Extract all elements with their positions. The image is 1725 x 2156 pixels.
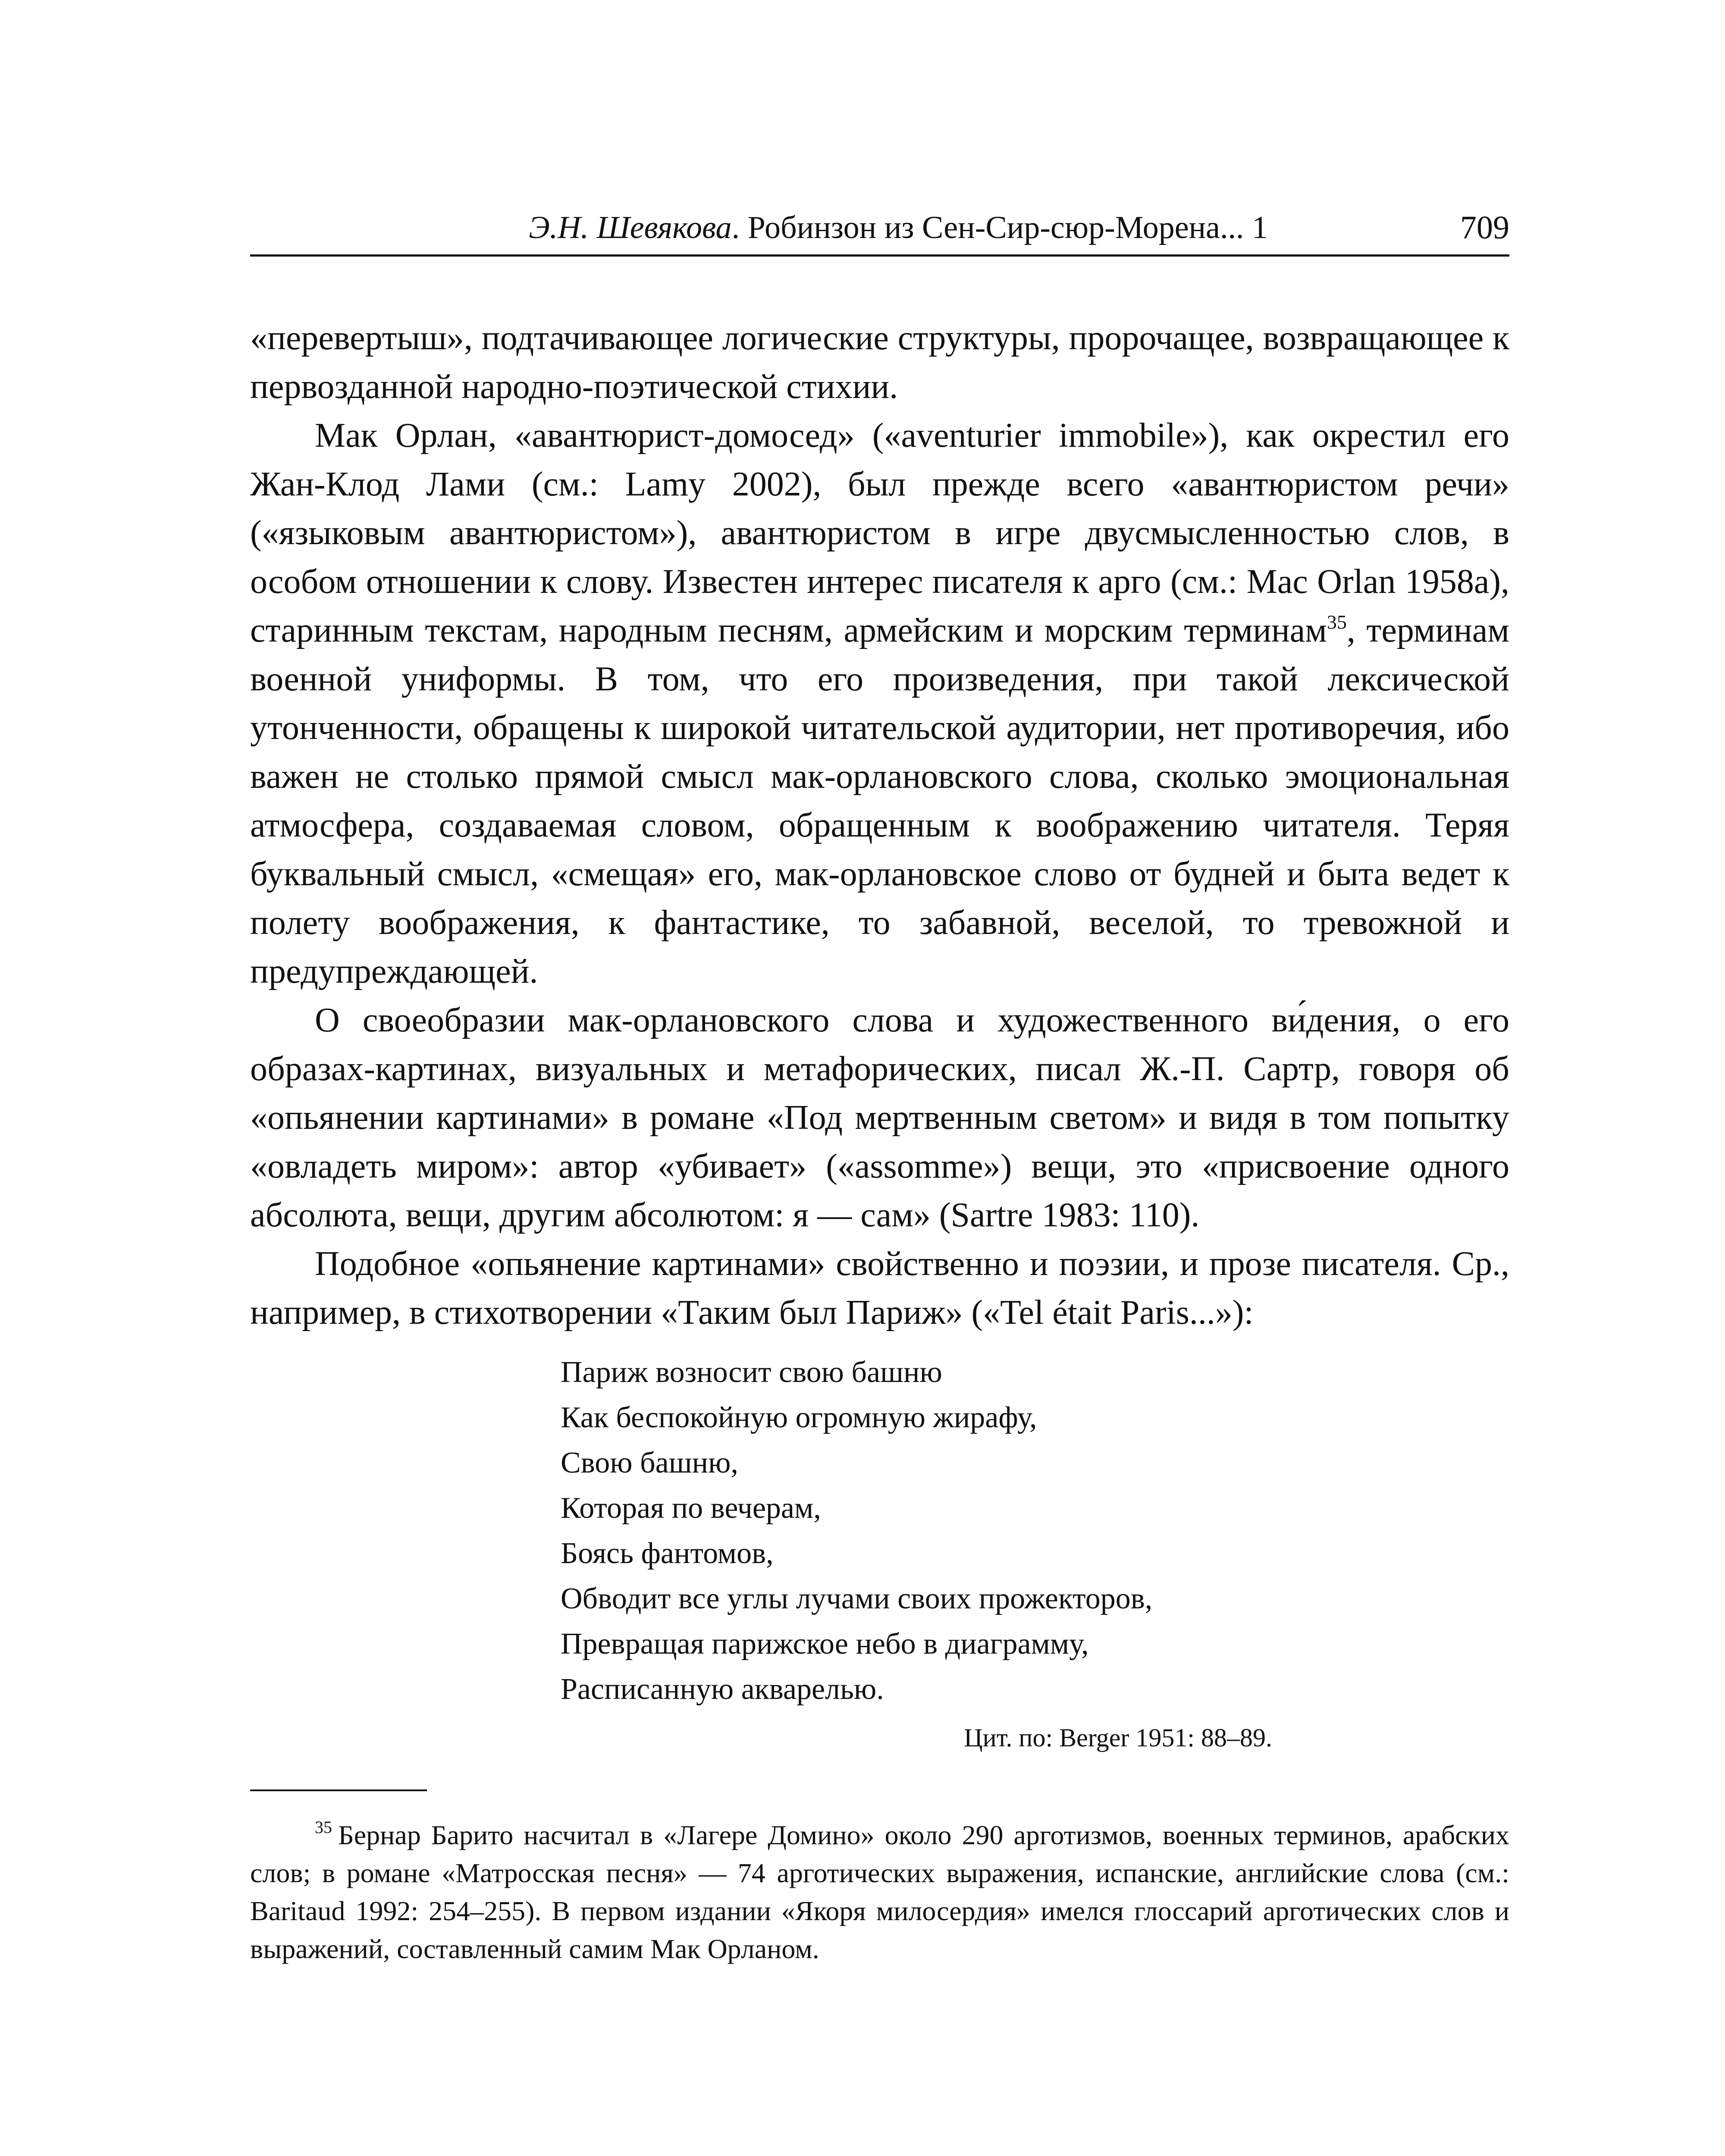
footnote-text: Бернар Барито насчитал в «Лагере Домино» около 290 арготизмов, военных терминов, арабских слов; в романе «Матросская песня» — 74 арготических выражения, испанские, английские слова (см.: Baritaud 1992: 254–255). В первом издании «Якоря милосердия» имелся глоссарий арготических слов и выражений, составленный самим Мак Орланом. <box>250 1820 1509 1964</box>
page-number: 709 <box>1460 210 1509 246</box>
paragraph-2-part-2: , терминам военной униформы. В том, что его произведения, при такой лексической утонченности, обращены к широкой читательской аудитории, нет противоречия, ибо важен не столько прямой смысл мак-орлановского слова, сколько эмоциональная атмосфера, создаваемая словом, обращенным к воображению читателя. Теряя буквальный смысл, «смещая» его, мак-орлановское слово от будней и быта ведет к полету воображения, к фантастике, то забавной, веселой, то тревожной и предупреждающей. <box>250 611 1510 990</box>
running-header <box>250 196 1509 257</box>
poem-line: Обводит все углы лучами своих прожекторов, <box>561 1582 1153 1615</box>
footnote-divider <box>250 1789 427 1791</box>
footnote-35 <box>250 1816 1509 1968</box>
poem-line: Превращая парижское небо в диаграмму, <box>561 1627 1089 1661</box>
poem-line: Которая по вечерам, <box>561 1492 821 1525</box>
body-text <box>250 314 1509 1337</box>
paragraph-1: «перевертыш», подтачивающее логические структуры, пророчащее, возвращающее к первозданной народно-поэтической стихии. <box>250 319 1509 406</box>
poem-line: Как беспокойную огромную жирафу, <box>561 1401 1037 1434</box>
header-author: Э.Н. Шевякова <box>529 210 732 245</box>
header-rule <box>250 254 1509 257</box>
poem-citation: Цит. по: Berger 1951: 88–89. <box>964 1724 1272 1752</box>
paragraph-4: Подобное «опьянение картинами» свойственно и поэзии, и прозе писателя. Ср., например, в стихотворении «Таким был Париж» («Tel était Paris...»): <box>250 1245 1509 1332</box>
footnote-mark: 35 <box>315 1818 332 1837</box>
poem-line: Париж возносит свою башню <box>561 1356 942 1389</box>
footnote-reference: 35 <box>1327 611 1347 633</box>
header-title: . Робинзон из Сен-Сир-сюр-Морена... 1 <box>731 210 1268 245</box>
poem-line: Боясь фантомов, <box>561 1537 774 1570</box>
poem-line: Свою башню, <box>561 1446 738 1479</box>
poem-line: Расписанную акварелью. <box>561 1673 884 1706</box>
paragraph-2 <box>250 411 1509 996</box>
paragraph-3: О своеобразии мак-орлановского слова и художественного ви́дения, о его образах-картинах, визуальных и метафорических, писал Ж.-П. Сартр, говоря об «опьянении картинами» в романе «Под мертвенным светом» и видя в том попытку «овладеть миром»: автор «убивает» («assomme») вещи, это «присвоение одного абсолюта, вещи, другим абсолютом: я — сам» (Sartre 1983: 110). <box>250 1001 1509 1234</box>
poem <box>561 1350 1294 1712</box>
running-title <box>250 208 1268 247</box>
paragraph-2-part-1: Мак Орлан, «авантюрист-домосед» («aventurier immobile»), как окрестил его Жан-Клод Лами (см.: Lamy 2002), был прежде всего «авантюристом речи» («языковым авантюристом»), авантюристом в игре двусмысленностью слов, в особом отношении к слову. Известен интерес писателя к арго (см.: Mac Orlan 1958a), старинным текстам, народным песням, армейским и морским терминам <box>250 417 1509 649</box>
